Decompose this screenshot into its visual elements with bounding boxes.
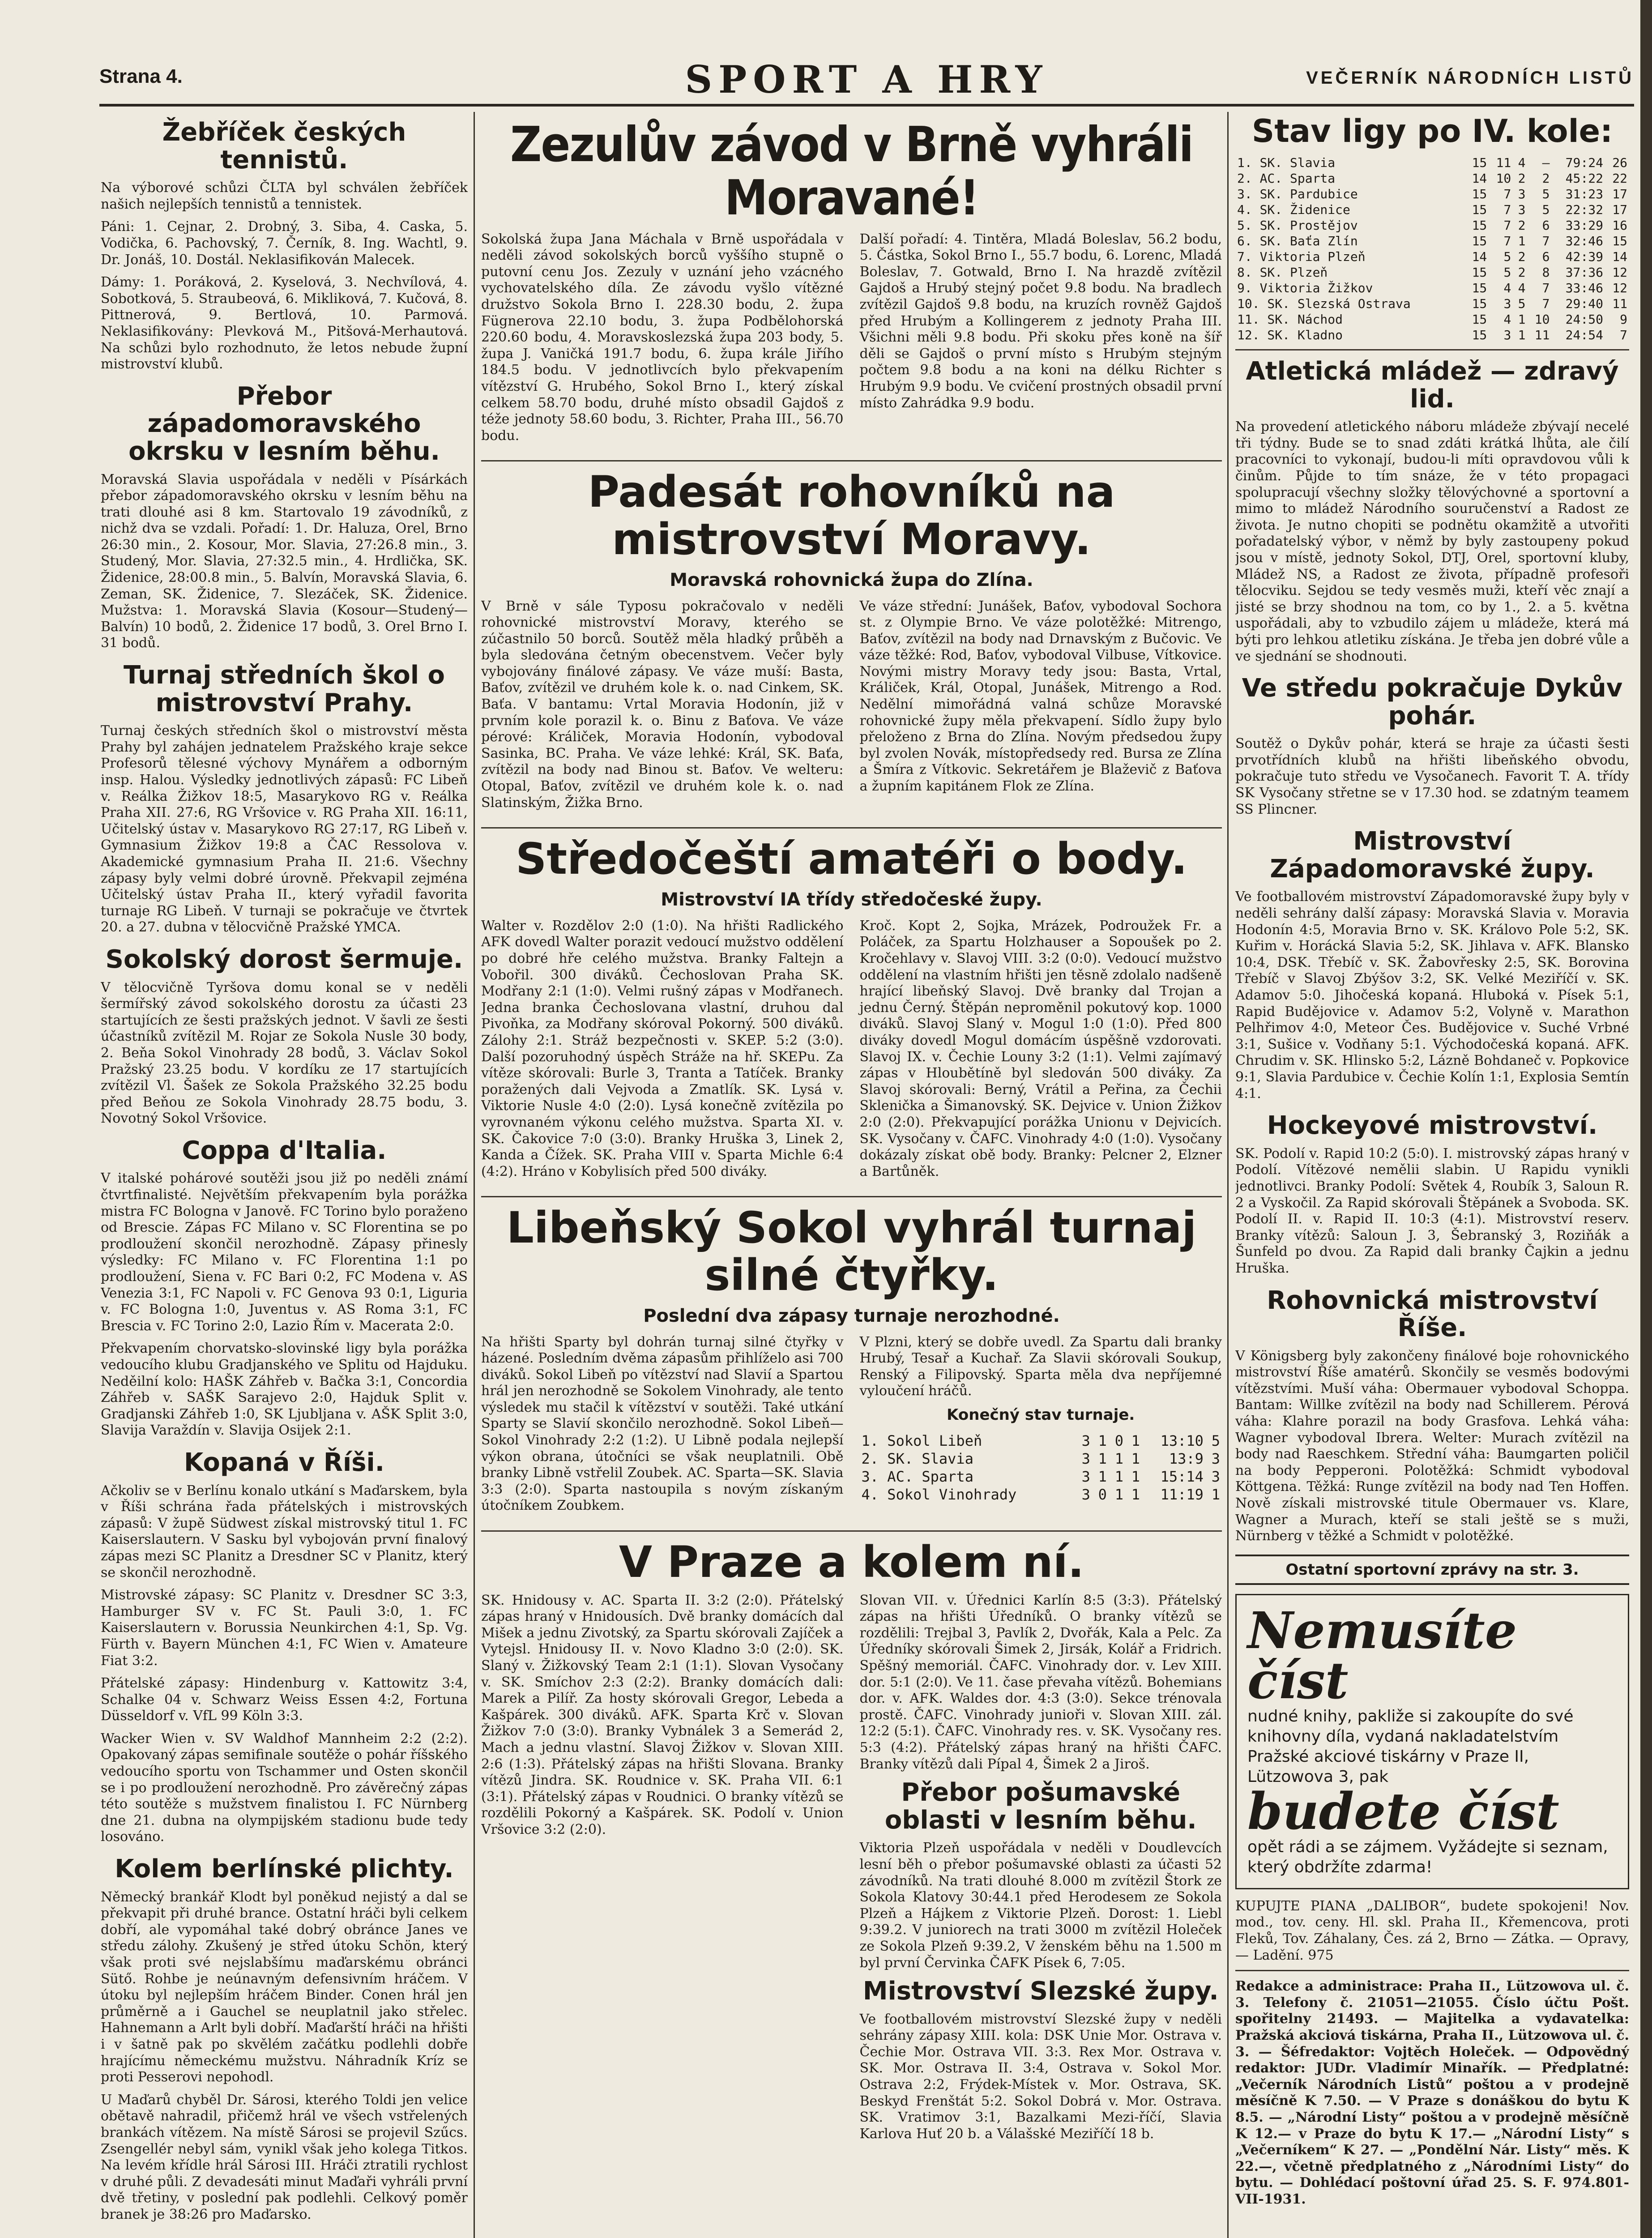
table-cell-g: 3	[1081, 1432, 1090, 1449]
masthead-rule	[99, 104, 1634, 107]
article-libensky-right: V Plzni, který se dobře uvedl. Za Spartu dali branky Hrubý, Tesař a Kuchař. Za Slavii skórovali Soukup, Renský a Filipovský. Sparta měla dva nepříjemné vyloučení hráčů.	[859, 1334, 1222, 1399]
ad-body-2: opět rádi a se zájmem. Vyžádejte si seznam, který obdržíte zdarma!	[1247, 1837, 1608, 1876]
table-cell-pts: 14	[1612, 249, 1627, 264]
article	[101, 1449, 468, 1845]
article-paragraph: Mistrovské zápasy: SC Planitz v. Dresdner SC 3:3, Hamburger SV v. FC St. Pauli 3:0, 1. FC Kaiserslautern v. Borussia Neunkirchen 4:1, Sp. Vg. Fürth v. Bayern München 4:1, FC Wien v. Amateure Fiat 3:2.	[101, 1587, 468, 1669]
table-cell-g: 15	[1472, 234, 1487, 248]
subheadline-rohovnici: Moravská rohovnická župa do Zlína.	[670, 569, 1033, 590]
article-separator	[481, 1530, 1222, 1532]
table-cell-l: 1	[1131, 1450, 1140, 1467]
article-paragraph: Přátelské zápasy: Hindenburg v. Kattowitz 3:4, Schalke 04 v. Schwarz Weiss Essen 4:2, Fortuna Düsseldorf v. VfL 99 Köln 3:3.	[101, 1675, 468, 1724]
table-row	[860, 1432, 1222, 1450]
table-cell-l: 1	[1131, 1486, 1140, 1503]
table-cell-g: 14	[1472, 171, 1487, 186]
table-cell-w: 5	[1503, 265, 1511, 280]
article-paragraph: Německý brankář Klodt byl poněkud nejistý a dal se překvapit při druhé brance. Ostatní hráči byli celkem dobří, ale vypomáhal také dobrý obránce Janes ve středu zálohy. Zkušený je střed útoku Schön, který však proti své nejslabšímu maďarskému obránci Sütő. Rohbe je neúnavným defensivním hráčem. V útoku byl nejlepším hráčem Binder. Conen hrál jen průměrně a i Gauchel se neuplatnil jako střelec. Hahnemann a Arlt byli dobří. Maďarští hráči na hřišti i v šatně pak po skvělém začátku podlehli dobře hrajícímu německému mužstvu. Náhradník Kríz se proti Pesserovi nepohodl.	[101, 1889, 468, 2085]
article	[1235, 1287, 1629, 1545]
headline-rohovnici: Padesát rohovníků na mistrovství Moravy.	[588, 467, 1115, 564]
article	[101, 383, 468, 652]
article-rohovnici	[481, 469, 1222, 817]
table-row	[1235, 186, 1629, 202]
table-cell-d: 2	[1518, 265, 1526, 280]
article-paragraph: Wacker Wien v. SV Waldhof Mannheim 2:2 (2:2). Opakovaný zápas semifinale soutěže o pohár říšského vedoucího sportu von Tschammer und Osten skončil se i po prodloužení nerozhodně. Pro závěrečný zápas této soutěže s mužstvem finalistou I. FC Nürnberg dne 21. dubna na olympijském stadionu bude tedy losováno.	[101, 1730, 468, 1845]
table-cell-d: 2	[1518, 171, 1526, 186]
table-cell-score: 13:10	[1160, 1432, 1204, 1449]
article-headline: Coppa d'Italia.	[182, 1136, 387, 1165]
table-row	[1235, 218, 1629, 233]
table-cell-w: 11	[1496, 155, 1511, 170]
article-rohovnici-right: Ve váze střední: Junášek, Baťov, vybodoval Sochora st. z Olympie Brno. Ve váze polotěžké: Mitrengo, Baťov, zvítězil na body nad Drnavským z Bučovic. Ve váze těžké: Rod, Baťov, vybodoval Vilbuse, Vítkovice. Novými mistry Moravy tedy jsou: Basta, Vrtal, Králiček, Král, Otopal, Junášek, Mitrengo a Rod. Nedělní mimořádná valná schůze Moravské rohovnické župy měla překvapení. Sídlo župy bylo přeloženo z Brna do Zlína. Novým předsedou župy byl zvolen Novák, místopředsedy red. Bursa ze Zlína a Šmíra z Vítkovic. Sekretářem je Blaževič z Baťova a župním kapitánem Flok ze Zlína.	[859, 598, 1222, 794]
article-paragraph: Páni: 1. Cejnar, 2. Drobný, 3. Siba, 4. Caska, 5. Vodička, 6. Pachovský, 7. Černík, 8. Ing. Wachtl, 9. Dr. Jonáš, 10. Dostál. Neklasifikován Malecek.	[101, 219, 468, 268]
table-cell-pts: 26	[1612, 155, 1627, 170]
table-cell-d: 1	[1518, 234, 1526, 248]
table-cell-w: 1	[1098, 1468, 1107, 1485]
table-cell-team: 8. SK. Plzeň	[1237, 265, 1328, 280]
article-headline: Atletická mládež — zdravý lid.	[1246, 357, 1619, 414]
table-cell-d: 3	[1518, 187, 1526, 201]
notice-other-sports: Ostatní sportovní zprávy na str. 3.	[1235, 1555, 1629, 1585]
table-cell-score: 11:19	[1160, 1486, 1204, 1503]
table-cell-d: 3	[1518, 202, 1526, 217]
table-cell-g: 15	[1472, 328, 1487, 342]
table-cell-l: 5	[1542, 202, 1550, 217]
table-cell-team: 12. SK. Kladno	[1237, 328, 1343, 342]
table-cell-l: 7	[1542, 281, 1550, 295]
table-cell-w: 3	[1503, 296, 1511, 311]
table-cell-g: 14	[1472, 249, 1487, 264]
table-cell-pts: 11	[1612, 296, 1627, 311]
table-cell-score: 37:36	[1565, 265, 1603, 280]
headline-praha: V Praze a kolem ní.	[619, 1537, 1084, 1588]
table-cell-d: 4	[1518, 281, 1526, 295]
newspaper-name: VEČERNÍK NÁRODNÍCH LISTŮ	[1306, 68, 1634, 88]
table-cell-g: 15	[1472, 296, 1487, 311]
table-cell-l: 11	[1534, 328, 1550, 342]
table-cell-w: 0	[1098, 1486, 1107, 1503]
subheadline-stredocesti: Mistrovství IA třídy středočeské župy.	[661, 889, 1042, 910]
table-row	[1235, 249, 1629, 265]
article-libensky-sokol	[481, 1204, 1222, 1520]
table-cell-d: 2	[1518, 249, 1526, 264]
column-center	[481, 114, 1222, 2238]
article-stredocesti-right: Kroč. Kopt 2, Sojka, Mrázek, Podroužek Fr. a Poláček, za Spartu Holzhauser a Sopoušek po 2. Kročehlavy v. Slavoj VIII. 3:2 (0:0). Vedoucí mužstvo oddělení na vlastním hřišti jen těsně zdolalo nadšeně hrající libeňský Slavoj. Dvě branky dal Trojan a jednu Černý. Štěpán neproměnil pokutový kop. 1000 diváků. Slavoj Slaný v. Mogul 1:0 (1:0). Před 800 diváky dovedl Mogul domácím úspěšně vzdorovati. Slavoj IX. v. Čechie Louny 3:2 (1:1). Velmi zajímavý zápas v Hloubětíně byl sledován 500 diváky. Za Slavoj skórovali: Berný, Vrátil a Peřina, za Čechii Sklenička a Šimanovský. SK. Dejvice v. Union Žižkov 2:0 (2:0). Překvapující porážka Unionu v Dejvicích. SK. Vysočany v. ČAFC. Vinohrady 4:0 (1:0). Vysočany dokázaly získat obě body. Branky: Pelcner 2, Elzner a Bartůněk.	[859, 918, 1222, 1179]
article-paragraph: Na provedení atletického náboru mládeže zbývají necelé tři týdny. Bude se to snad zdáti krátká lhůta, ale čilí pracovníci to vykonají, budou-li míti opravdovou vůli k činům. Půjde to tím snáze, že v této propagaci spolupracují všechny složky tělovýchovné a sportovní a mimo to mládež Národního souručenství a Radost ze života. Je nutno chopiti se podnětu okamžitě a utvořiti pořadatelský výbor, v němž by byly zastoupeny pokud jsou v místě, jednoty Sokol, DTJ, Orel, sportovní kluby, Mládež NS, a Radost ze života, případně profesoři tělocviku. Sejdou se tedy vesměs muži, kteří věc znají a jisté se brzy shodnou na tom, co by 1., 2. a 5. května uspořádali, aby to vzbudilo zájem u mládeže, která má býti pro lehkou atletiku získána. Je třeba jen dobré vůle a ve sjednání se shodnouti.	[1235, 419, 1629, 664]
table-cell-d: 2	[1518, 218, 1526, 233]
article-headline: Rohovnická mistrovství Říše.	[1267, 1286, 1598, 1343]
table-cell-team: 11. SK. Náchod	[1237, 312, 1343, 327]
article	[101, 662, 468, 936]
table-cell-l: 8	[1542, 265, 1550, 280]
headline-stredocesti: Středočeští amatéři o body.	[516, 834, 1187, 884]
table-cell-w: 10	[1496, 171, 1511, 186]
article-headline: Žebříček českých tennistů.	[162, 118, 406, 175]
table-cell-d: 1	[1518, 328, 1526, 342]
table-cell-l: 6	[1542, 218, 1550, 233]
table-cell-g: 15	[1472, 202, 1487, 217]
table-cell-team: 9. Viktoria Žižkov	[1237, 281, 1373, 295]
ad-headline-2: budete číst	[1247, 1782, 1559, 1841]
table-cell-g: 15	[1472, 155, 1487, 170]
article-praha-left: SK. Hnidousy v. AC. Sparta II. 3:2 (2:0). Přátelský zápas hraný v Hnidousích. Dvě branky domácích dal Mišek a jednu Zivotský, za Spartu skórovali Zajíček a Vytejsl. Hnidousy II. v. Novo Kladno 3:0 (2:0). SK. Slaný v. Žižkovský Team 2:1 (1:1). Slovan Vysočany v. SK. Smíchov 2:3 (2:2). Branky domácích dali: Marek a Pilíř. Za hosty skórovali Gregor, Lebeda a Kašpárek. 300 diváků. AFK. Sparta Krč v. Slovan Žižkov 7:0 (3:0). Branky Vybnálek 3 a Semerád 2, Mach a jednu vlastní. Slavoj Žižkov v. Slovan XIII. 2:6 (1:3). Přátelský zápas na hřišti Slovana. Branky vítězů Jindra. SK. Roudnice v. SK. Praha VII. 6:1 (3:1). Přátelský zápas v Roudnici. O branky vítězů se rozdělili Pokorný a Kašpárek. SK. Podolí v. Union Vršovice 3:2 (2:0).	[481, 1592, 844, 1837]
page-binding-edge	[1640, 0, 1652, 2238]
article-separator	[481, 460, 1222, 461]
article-headline: Kopaná v Říši.	[184, 1448, 385, 1477]
table-cell-w: 3	[1503, 328, 1511, 342]
table-cell-team: 10. SK. Slezská Ostrava	[1237, 296, 1411, 311]
article-paragraph: Ačkoliv se v Berlínu konalo utkání s Maďarskem, byla v Říši schrána řada přátelských i mistrovských zápasů: V župě Südwest získal mistrovský titul 1. FC Kaiserslautern. V Sasku byl vybojován první finalový zápas mezi SC Planitz a Dresdner SC v Planitz, který se skončil nerozhodně.	[101, 1482, 468, 1580]
table-cell-score: 79:24	[1565, 155, 1603, 170]
table-cell-w: 7	[1503, 218, 1511, 233]
article	[1235, 1112, 1629, 1277]
table-cell-score: 24:50	[1565, 312, 1603, 327]
table-cell-l: —	[1542, 155, 1550, 170]
article	[101, 946, 468, 1127]
article-separator	[1235, 349, 1629, 350]
table-cell-team: 1. SK. Slavia	[1237, 155, 1336, 170]
table-cell-score: 45:22	[1565, 171, 1603, 186]
table-cell-g: 3	[1081, 1468, 1090, 1485]
article-paragraph: Dámy: 1. Poráková, 2. Kyselová, 3. Nechvílová, 4. Sobotková, 5. Straubeová, 6. Mikliková, 7. Kučová, 8. Pittnerová, 9. Bertlová, 10. Parmová. Neklasifikovány: Plevková M., Pitšová-Merhautová. Na schůzi bylo rozhodnuto, že letos nebude župní mistrovství klubů.	[101, 274, 468, 372]
table-cell-w: 5	[1503, 249, 1511, 264]
table-cell-w: 4	[1503, 281, 1511, 295]
page-number: Strana 4.	[99, 65, 183, 87]
masthead	[99, 57, 1634, 102]
article-posumavi: Viktoria Plzeň uspořádala v neděli v Doudlevcích lesní běh o přebor pošumavské oblasti za účasti 52 závodníků. Na trati dlouhé 8.000 m zvítězil Štork ze Sokola Klatovy 30:44.1 před Herodesem ze Sokola Plzeň a Hájkem z Viktorie Plzeň. Dorost: 1. Liebl 9:39.2. V juniorech na trati 3000 m zvítězil Holeček ze Sokola Plzeň 9:39.2, V ženském běhu na 1.500 m byl první Červinka ČAFK Písek 6, 7:05.	[859, 1840, 1222, 1971]
headline-libensky-sokol: Libeňský Sokol vyhrál turnaj silné čtyřky.	[506, 1203, 1197, 1300]
article-paragraph: Soutěž o Dykův pohár, která se hraje za účasti šesti prvotřídních klubů na hřišti libeňského obvodu, pokračuje tuto středu ve Vysočanech. Favorit T. A. třídy SK Vysočany střetne se v 17.30 hod. se zdatným teamem SS Plincner.	[1235, 736, 1629, 817]
table-row	[1235, 327, 1629, 343]
table-cell-g: 3	[1081, 1486, 1090, 1503]
table-cell-team: 1. Sokol Libeň	[861, 1432, 982, 1449]
article-headline: Turnaj středních škol o mistrovství Prahy.	[124, 661, 445, 718]
table-cell-score: 31:23	[1565, 187, 1603, 201]
article-paragraph: Na výborové schůzi ČLTA byl schválen žebříček našich nejlepších tennistů a tennistek.	[101, 180, 468, 212]
table-row	[1235, 265, 1629, 280]
table-row	[860, 1450, 1222, 1468]
table-row	[1235, 202, 1629, 218]
article-headline: Sokolský dorost šermuje.	[105, 944, 463, 974]
article-headline: Přebor západomoravského okrsku v lesním běhu.	[128, 381, 440, 466]
table-cell-d: 1	[1518, 312, 1526, 327]
article-stredocesti-left: Walter v. Rozdělov 2:0 (1:0). Na hřišti Radlického AFK dovedl Walter porazit vedoucí mužstvo oddělení po dobré hře celého mužstva. Branky Faltejn a Vobořil. 300 diváků. Čechoslovan Praha SK. Modřany 2:1 (1:0). Velmi rušný zápas v Modřanech. Jedna branka Čechoslovana vlastní, druhou dal Pivoňka, za Modřany skóroval Pokorný. 500 diváků. Zálohy 2:1. Stráž bezpečnosti v. SKEP. 5:2 (3:0). Další pozoruhodný úspěch Stráže na hř. SKEPu. Za vítěze skórovali: Burle 3, Tranta a Tatíček. Branky poražených dali Vejvoda a Zmatlík. SK. Lysá v. Viktorie Nusle 4:0 (2:0). Lysá konečně zvítězila po vyrovnaném výkonu celého mužstva. Sparta XI. v. SK. Čakovice 7:0 (3:0). Branky Hruška 3, Linek 2, Kanda a Čížek. SK. Praha VIII v. Sparta Michle 6:4 (4:2). Hráno v Kobylisích před 500 diváky.	[481, 918, 844, 1179]
table-cell-g: 15	[1472, 265, 1487, 280]
table-cell-d: 1	[1114, 1486, 1123, 1503]
table-cell-score: 15:14	[1160, 1468, 1204, 1485]
article-praha-right: Slovan VII. v. Úřednici Karlín 8:5 (3:3). Přátelský zápas na hřišti Úředníků. O branky vítězů se rozdělili: Trejbal 3, Pavlík 2, Dvořák, Kala a Pelc. Za Úředníky skórovali Šimek 2, Jirsák, Kolář a Fridrich. Spěšný memoriál. ČAFC. Vinohrady dor. v. Lev XIII. dor. 5:1 (2:0). Ve 11. čase převaha vítězů. Bohemians dor. v. AFK. Waldes dor. 4:3 (3:0). Sekce trénovala prostě. ČAFC. Vinohrady junioři v. Slovan XIII. zál. 12:2 (5:1). ČAFC. Vinohrady res. v. SK. Vysočany res. 5:3 (4:2). Přátelský zápas hraný na hřišti ČAFC. Branky vítězů dali Pípal 4, Šimek 2 a Jiroš.	[859, 1592, 1222, 1772]
article	[101, 1855, 468, 2223]
table-cell-l: 1	[1131, 1468, 1140, 1485]
table-cell-team: 7. Viktoria Plzeň	[1237, 249, 1366, 264]
table-cell-g: 15	[1472, 218, 1487, 233]
table-row	[1235, 155, 1629, 171]
article	[1235, 675, 1629, 818]
table-cell-pts: 17	[1612, 187, 1627, 201]
article-paragraph: Překvapením chorvatsko-slovinské ligy byla porážka vedoucího klubu Gradjanského ve Splitu od Hajduku. Neděilní kolo: HAŠK Záhřeb v. Bačka 3:1, Concordia Záhřeb v. SAŠK Sarajevo 2:0, Hajduk Split v. Gradjanski Záhřeb 1:0, SK Ljubljana v. AŠK Split 3:0, Slavija Varaždín v. Slavija Osijek 2:1.	[101, 1341, 468, 1439]
subheadline-libensky-sokol: Poslední dva zápasy turnaje nerozhodné.	[643, 1305, 1060, 1326]
table-row	[1235, 280, 1629, 296]
table-row	[1235, 171, 1629, 186]
table-cell-pts: 16	[1612, 218, 1627, 233]
table-cell-g: 15	[1472, 281, 1487, 295]
table-cell-team: 2. SK. Slavia	[861, 1450, 973, 1467]
tournament-standings-table	[860, 1432, 1222, 1503]
table-cell-l: 2	[1542, 171, 1550, 186]
table-row	[1235, 296, 1629, 312]
table-cell-team: 5. SK. Prostějov	[1237, 218, 1358, 233]
table-cell-w: 1	[1098, 1450, 1107, 1467]
article-paragraph: Turnaj českých středních škol o mistrovství města Prahy byl zahájen jednatelem Pražského kraje sekce Profesorů tělesné výchovy Mynářem a odborným insp. Halou. Výsledky jednotlivých zápasů: FC Libeň v. Reálka Žižkov 18:5, Masarykovo RG v. Reálka Praha XII. 27:6, RG Vršovice v. RG Praha XII. 16:11, Učitelský ústav v. Masarykovo RG 27:17, RG Libeň v. Gymnasium Žižkov 19:8 a ČAC Ressolova v. Akademické gymnasium Praha II. 21:6. Všechny zápasy byly velmi dobré úrovně. Překvapil zejména Učitelský ústav Praha II., který vyřadil favorita turnaje RG Libeň. V turnaji se pokračuje ve čtvrtek 20. a 27. dubna v tělocvičně Pražské YMCA.	[101, 723, 468, 935]
article-paragraph: SK. Podolí v. Rapid 10:2 (5:0). I. mistrovský zápas hraný v Podolí. Vítězové nemělii slabin. U Rapidu vynikli jednotlivci. Branky Podolí: Světek 4, Roubík 3, Saloun R. 2 a Vyskočil. Za Rapid skórovali Štěpánek a Svoboda. SK. Podolí II. v. Rapid II. 10:3 (4:1). Mistrovství reserv. Branky vítězů: Saloun J. 3, Šebranský 3, Roziňák a Šunfeld po dvou. Za Rapid dali branky Čajkin a jednu Hruška.	[1235, 1145, 1629, 1276]
column-left	[101, 114, 468, 2238]
headline-posumavi: Přebor pošumavské oblasti v lesním běhu.	[884, 1778, 1197, 1835]
ad-headline: Nemusíte číst	[1247, 1601, 1517, 1710]
article-paragraph: V tělocvičně Tyršova domu konal se v neděli šermířský závod sokolského dorostu za účasti 23 startujících ze šesti pražských jednot. V šavli ze šesti účastníků zvítězil M. Rojar ze Sokola Nusle 30 body, 2. Beňa Sokol Vinohrady 28 bodů, 3. Václav Sokol Pražský 23.25 bodu. V kordíku ze 17 startujících zvítězil Vl. Šašek ze Sokola Pražského 32.25 bodu před Beňou ze Sokola Vinohrady 28.75 bodu, 3. Novotný Sokol Vršovice.	[101, 979, 468, 1127]
article-separator	[1235, 1970, 1629, 1971]
table-row	[1235, 233, 1629, 249]
column-left-articles	[101, 119, 468, 2223]
table-cell-pts: 22	[1612, 171, 1627, 186]
table-cell-l: 7	[1542, 296, 1550, 311]
article-paragraph: Moravská Slavia uspořádala v neděli v Písárkách přebor západomoravského okrsku v lesním běhu na trati dlouhé asi 8 km. Startovalo 19 závodníků, z nichž dva se vzdali. Pořadí: 1. Dr. Haluza, Orel, Brno 26:30 min., 2. Kosour, Mor. Slavia, 27:26.8 min., 3. Studený, Mor. Slavia, 27:32.5 min., 4. Hrdlička, SK. Židenice, 28:00.8 min., 5. Balvín, Moravská Slavia, 6. Zeman, SK. Židenice, 7. Slezáček, SK. Židenice. Mužstva: 1. Moravská Slavia (Kosour—Studený—Balvín) 10 bodů, 2. Židenice 17 bodů, 3. Orel Brno I. 31 bodů.	[101, 471, 468, 651]
table-cell-g: 3	[1081, 1450, 1090, 1467]
article-libensky-left: Na hřišti Sparty byl dohrán turnaj silné čtyřky v házené. Posledním dvěma zápasům přihlíželo asi 700 diváků. Sokol Libeň po vítězství nad Slavií a Spartou hrál jen nerozhodně se Sokolem Vinohrady, ale tento výsledek mu stačil k vítězství v soutěži. Také utkání Sparty se Slavií skončilo nerozhodně. Sokol Libeň—Sokol Vinohrady 2:2 (1:2). U Libně podala nejlepší výkon obrana, útočníci se však neuplatnili. Obě branky Libně vstřelil Zoubek. AC. Sparta—SK. Slavia 3:3 (2:0). Sparta nastoupila s novým získaným útočníkem Zoubkem.	[481, 1334, 844, 1514]
table-cell-pts: 15	[1612, 234, 1627, 248]
article-paragraph: U Maďarů chyběl Dr. Sárosi, kterého Toldi jen velice obětavě nahradil, přičemž hrál ve všech vstřelených brankách vítězem. Na místě Sárosi se projevil Szűcs. Zsengellér nebyl sám, vynikl však jeho kolega Titkos. Na levém křídle hrál Sárosi III. Hráči ztratili rychlost v druhé půli. Z devadesáti minut Maďaři vyhráli první dvě třetiny, v poslední pak podlehli. Celkový poměr branek je 38:26 pro Maďarsko.	[101, 2092, 468, 2222]
table-cell-pts: 5	[1211, 1432, 1220, 1449]
table-cell-w: 7	[1503, 234, 1511, 248]
article-stredocesti	[481, 836, 1222, 1186]
table-cell-pts: 7	[1620, 328, 1627, 342]
table-cell-score: 24:54	[1565, 328, 1603, 342]
table-cell-team: 6. SK. Baťa Zlín	[1237, 234, 1358, 248]
headline-zezula: Zezulův závod v Brně vyhráli Moravané!	[510, 117, 1193, 226]
table-row	[1235, 312, 1629, 327]
article-headline: Hockeyové mistrovství.	[1267, 1111, 1598, 1140]
table-cell-l: 6	[1542, 249, 1550, 264]
table-row	[860, 1486, 1222, 1503]
table-cell-pts: 3	[1211, 1450, 1220, 1467]
table-cell-score: 42:39	[1565, 249, 1603, 264]
imprint: Redakce a administrace: Praha II., Lützowova ul. č. 3. Telefony č. 21051—21055. Číslo účtu Pošt. spořitelny 21493. — Majitelka a vydavatelka: Pražská akciová tiskárna, Praha II., Lützowova ul. č. 3. — Šéfredaktor: Vojtěch Holeček. — Odpovědný redaktor: JUDr. Vladimír Minařík. — Předplatné: „Večerník Národních Listů“ poštou a v prodejně měsíčně K 7.50. — V Praze s donáškou do bytu K 8.5. — „Národní Listy“ poštou a v prodejně měsíčně K 12.— v Praze do bytu K 17.— „Národní Listy“ s „Večerníkem“ K 27. — „Pondělní Nár. Listy“ měs. K 22.—, včetně předplatného z „Národními Listy“ do bytu. — Dohlédací poštovní úřad 25. S. F. 974.801-VII-1931.	[1235, 1978, 1629, 2207]
table-cell-team: 2. AC. Sparta	[1237, 171, 1336, 186]
table-cell-team: 3. AC. Sparta	[861, 1468, 973, 1485]
page-title: SPORT A HRY	[685, 57, 1049, 102]
table-cell-team: 4. SK. Židenice	[1237, 202, 1350, 217]
table-cell-pts: 17	[1612, 202, 1627, 217]
article-paragraph: V Königsberg byly zakončeny finálové boje rohovnického mistrovství Říše amatérů. Skončily se vesměs bodovými vítězstvími. Muší váha: Obermauer vybodoval Schoppa. Bantam: Willke zvítězil na body nad Schillerem. Pérová váha: Klahre porazil na body Grasfova. Lehká váha: Wagner vybodoval Ibrera. Welter: Murach zvítězil na body nad Raeschkem. Střední váha: Baumgarten poličil na body Pepperoni. Polotěžká: Schmidt vybodoval Köttgena. Těžká: Runge zvítězil na body nad Ten Hoffen. Nově získali mistrovské titule Obermauer vs. Klare, Wagner a Murach, kteří se stali ještě se s muži, Nürnberg v těžké a Schmidt v polotěžké.	[1235, 1348, 1629, 1544]
table-cell-score: 33:46	[1565, 281, 1603, 295]
table-cell-d: 4	[1518, 155, 1526, 170]
standings-title: Konečný stav turnaje.	[947, 1405, 1135, 1424]
table-cell-w: 7	[1503, 202, 1511, 217]
table-row	[860, 1468, 1222, 1486]
table-cell-w: 1	[1098, 1432, 1107, 1449]
table-cell-l: 10	[1534, 312, 1550, 327]
article-paragraph: V italské pohárové soutěži jsou již po neděli známí čtvrtfinalisté. Největším překvapením byla porážka mistra FC Bologna v Janově. FC Torino bylo poraženo od Brescie. Zápas FC Milano v. SC Florentina se po prodloužení skončil nerozhodně. Zápasy přinesly výsledky: FC Milano v. FC Florentina 1:1 po prodloužení, Siena v. FC Bari 0:2, FC Modena v. AS Venezia 3:1, FC Napoli v. FC Genova 93 0:1, Liguria v. FC Bologna 1:0, Juventus v. AS Roma 3:1, FC Brescia v. FC Torino 2:0, Lazio Řím v. Macerata 2:0.	[101, 1170, 468, 1334]
table-cell-pts: 1	[1211, 1486, 1220, 1503]
advertisement-books	[1235, 1594, 1629, 1889]
table-cell-score: 22:32	[1565, 202, 1603, 217]
article-headline: Kolem berlínské plichty.	[115, 1854, 454, 1884]
article	[1235, 828, 1629, 1102]
table-cell-l: 1	[1131, 1432, 1140, 1449]
article-rohovnici-left: V Brně v sále Typosu pokračovalo v neděli rohovnické mistrovství Moravy, kterého se zúčastnilo 50 borců. Soutěž měla hladký průběh a byla sledována četným obecenstvem. Večer byly vybojovány finálové zápasy. Ve váze muší: Basta, Baťov, zvítězil ve druhém kole k. o. nad Cinkem, SK. Baťa. V bantamu: Vrtal Moravia Hodonín, již v prvním kole porazil k. o. Binu z Baťova. Ve váze pérové: Králiček, Moravia Hodonín, vybodoval Sasinka, BC. Praha. Ve váze lehké: Král, SK. Baťa, zvítězil na body nad Binou st. Baťov. Ve welteru: Otopal, Baťov, zvítězil ve druhém kole k. o. nad Slatinským, Žižka Brno.	[481, 598, 844, 811]
table-cell-pts: 12	[1612, 281, 1627, 295]
column-divider	[1227, 112, 1229, 2238]
table-cell-l: 7	[1542, 234, 1550, 248]
table-cell-pts: 9	[1620, 312, 1627, 327]
table-cell-g: 15	[1472, 312, 1487, 327]
column-right-articles	[1235, 358, 1629, 1545]
article	[101, 1137, 468, 1439]
article-separator	[481, 827, 1222, 829]
league-table	[1235, 155, 1629, 343]
article-headline: Ve středu pokračuje Dykův pohár.	[1242, 674, 1623, 730]
table-cell-score: 33:29	[1565, 218, 1603, 233]
table-cell-d: 5	[1518, 296, 1526, 311]
table-cell-l: 5	[1542, 187, 1550, 201]
article-separator	[481, 1196, 1222, 1197]
table-cell-d: 1	[1114, 1468, 1123, 1485]
headline-slezska: Mistrovství Slezské župy.	[862, 1977, 1219, 2006]
article-zezula-left: Sokolská župa Jana Máchala v Brně uspořádala v neděli závod sokolských borců vyššího stupně o putovní cenu Jos. Zezuly v uznání jeho vzácného vychovatelského díla. Ze závodu vyšlo vítězné družstvo Sokola Brno I. 228.30 bodu, 2. župa Fügnerova 22.10 bodu, 3. župa Podbělohorská 220.60 bodu, 4. Moravskoslezská župa 203 body, 5. župa J. Vaničká 191.7 bodu, 6. župa krále Jiřího 184.5 bodu. V jednotlivcích bylo překvapením vítězství G. Hrubého, Sokol Brno I., který získal celkem 58.70 bodu, druhé místo obsadil Gajdoš z téže jednoty 58.60 bodu, 3. Richter, Praha III., 56.70 bodu.	[481, 231, 844, 444]
table-cell-pts: 12	[1612, 265, 1627, 280]
article-slezska: Ve footballovém mistrovství Slezské župy v neděli sehrány zápasy XIII. kola: DSK Unie Mor. Ostrava v. Čechie Mor. Ostrava VII. 3:3. Rex Mor. Ostrava v. SK. Mor. Ostrava II. 3:4, Ostrava v. Sokol Mor. Ostrava 2:2, Frýdek-Místek v. Mor. Ostrava, SK. Beskyd Frenštát 5:2. Sokol Dobrá v. Mor. Ostrava. SK. Vratimov 3:1, Bazalkami Mezi-říčí, Slavia Karlova Huť 20 b. a Válašské Meziříčí 18 b.	[859, 2011, 1222, 2142]
table-cell-w: 7	[1503, 187, 1511, 201]
table-cell-score: 32:46	[1565, 234, 1603, 248]
article-praha	[481, 1539, 1222, 2148]
league-table-title: Stav ligy po IV. kole:	[1251, 114, 1613, 149]
table-cell-pts: 3	[1211, 1468, 1220, 1485]
table-cell-g: 15	[1472, 187, 1487, 201]
table-cell-team: 3. SK. Pardubice	[1237, 187, 1358, 201]
classified-ad: KUPUJTE PIANA „DALIBOR“, budete spokojeni! Nov. mod., tov. ceny. Hl. skl. Praha II., Křemencova, proti Fleků, Tov. Záhalany, Čes. zá 2, Brno — Zátka. — Opravy, — Ladění. 975	[1235, 1898, 1629, 1963]
article-headline: Mistrovství Západomoravské župy.	[1270, 827, 1595, 884]
table-cell-d: 0	[1114, 1432, 1123, 1449]
table-cell-w: 4	[1503, 312, 1511, 327]
table-cell-score: 13:9	[1169, 1450, 1204, 1467]
article	[101, 119, 468, 373]
article-paragraph: Ve footballovém mistrovství Západomoravské župy byly v neděli sehrány další zápasy: Moravská Slavia v. Moravia Hodonín 4:5, Moravia Brno v. SK. Královo Pole 5:2, SK. Kuřim v. Horácká Slavia 5:2, SK. Jihlava v. AFK. Blansko 10:4, DSK. Třebíč v. SK. Žabovřesky 2:5, SK. Borovina Třebíč v Slavoj Zbýšov 3:2, SK. Velké Meziříčí v. SK. Adamov 5:0. Jihočeská kopaná. Hluboká v. Písek 5:1, Rapid Budějovice v. Adamov 5:2, Volyně v. Marathon Pelhřimov 4:0, Meteor Čes. Budějovice v. Suché Vrbné 3:1, Sušice v. Vodňany 5:1. Východočeská kopaná. AFK. Chrudim v. SK. Hlinsko 5:2, Lázně Bohdaneč v. Popkovice 9:1, Slavia Pardubice v. Čechie Kolín 1:1, Explosia Semtín 4:1.	[1235, 889, 1629, 1102]
article-zezula	[481, 119, 1222, 450]
ad-body: nudné knihy, pakliže si zakoupíte do své knihovny díla, vydaná nakladatelstvím Pražské akciové tiskárny v Praze II, Lützowova 3, pak	[1247, 1707, 1574, 1786]
column-divider	[474, 112, 475, 2238]
table-cell-team: 4. Sokol Vinohrady	[861, 1486, 1017, 1503]
article	[1235, 358, 1629, 665]
article-zezula-right: Další pořadí: 4. Tintěra, Mladá Boleslav, 56.2 bodu, 5. Částka, Sokol Brno I., 55.7 bodu, 6. Lorenc, Mladá Boleslav, 7. Gotwald, Brno I. Na hrazdě zvítězil Gajdoš a Hrubý stejný počet 9.8 bodu. Na bradlech zvítězil Gajdoš 9.8 bodu, na kruzích rovněž Gajdoš před Hrubým a Kollingerem z jednoty Praha III. Všichni měli 9.8 bodu. Při skoku přes koně na šíř děli se Gajdoš o první místo s Hrubým stejným počtem 9.8 bodu a na koni na délku Richter s Hrubým 9.9 bodu. Ve cvičení prostných obsadil první místo Zahrádka 9.9 bodu.	[859, 231, 1222, 411]
table-cell-score: 29:40	[1565, 296, 1603, 311]
table-cell-d: 1	[1114, 1450, 1123, 1467]
column-right	[1235, 114, 1629, 2238]
